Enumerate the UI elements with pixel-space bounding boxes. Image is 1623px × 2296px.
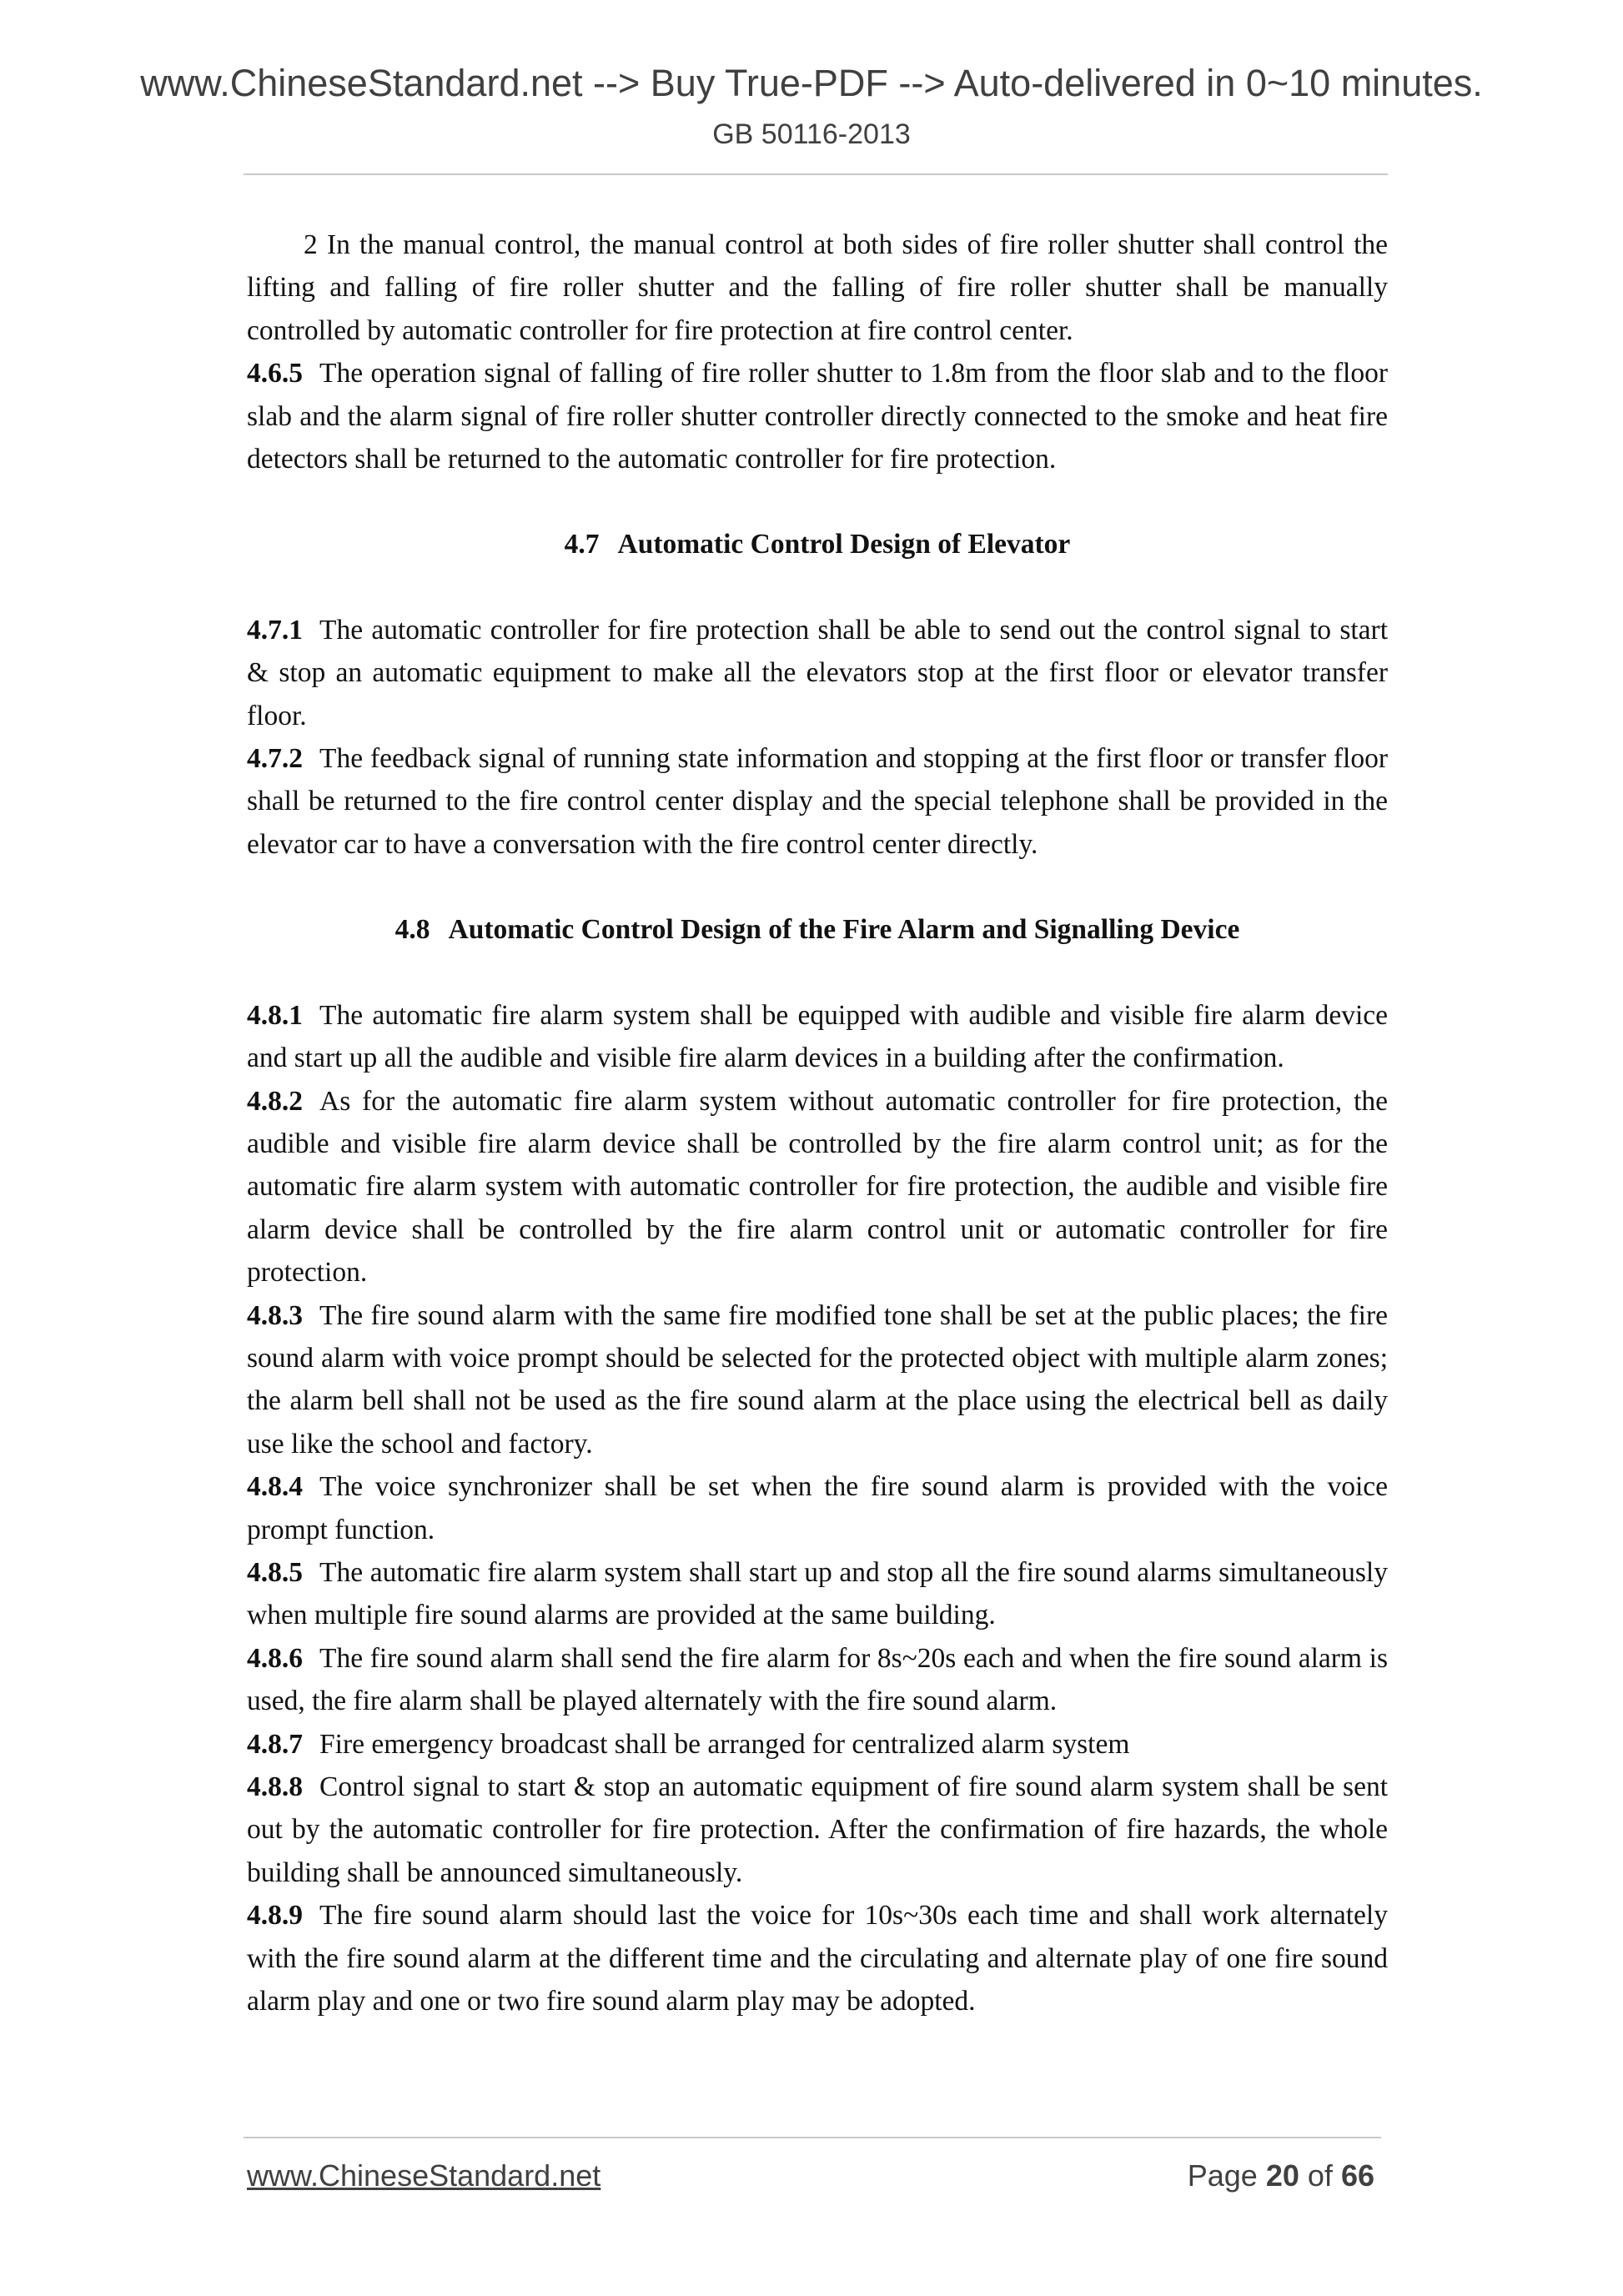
- clause-text: The automatic fire alarm system shall start up and stop all the fire sound alarms simultaneously when multiple fire sound alarms are provided at the same building.: [247, 1556, 1388, 1631]
- clause-text: Control signal to start & stop an automatic equipment of fire sound alarm system shall be sent out by the automatic controller for fire protection. After the confirmation of fire hazards, the whole building shall be announced simultaneously.: [247, 1771, 1388, 1888]
- clause-text: As for the automatic fire alarm system without automatic controller for fire protection, the audible and visible fire alarm device shall be controlled by the fire alarm control unit; as for the automatic fire alarm system with automatic controller for fire protection, the audible and visible fire alarm device shall be controlled by the fire alarm control unit or automatic controller for fire protection.: [247, 1085, 1388, 1289]
- clause-4-8-3: [247, 1294, 1388, 1466]
- clause-4-8-2: [247, 1080, 1388, 1294]
- clause-number: 4.6.5: [247, 358, 303, 389]
- clause-text: The operation signal of falling of fire roller shutter to 1.8m from the floor slab and to the floor slab and the alarm signal of fire roller shutter controller directly connected to the smoke and heat fire detectors shall be returned to the automatic controller for fire protection.: [247, 358, 1388, 475]
- standard-code: GB 50116-2013: [712, 118, 911, 150]
- clause-4-8-5: [247, 1551, 1388, 1637]
- clause-4-7-2: [247, 737, 1388, 866]
- clause-text: The automatic controller for fire protection shall be able to send out the control signal to start & stop an automatic equipment to make all the elevators stop at the first floor or elevator transfer floor.: [247, 614, 1388, 731]
- clause-text: Fire emergency broadcast shall be arranged for centralized alarm system: [319, 1728, 1130, 1760]
- clause-4-7-1: [247, 609, 1388, 737]
- footer-divider: [244, 2137, 1381, 2138]
- clause-number: 4.7.1: [247, 614, 303, 646]
- paragraph-manual-control: 2 In the manual control, the manual control at both sides of fire roller shutter shall control the lifting and falling of fire roller shutter and the falling of fire roller shutter shall be manually controlled by automatic controller for fire protection at fire control center.: [247, 229, 1388, 346]
- section-heading-4-7: [247, 523, 1388, 565]
- section-number: 4.8: [394, 914, 430, 946]
- header-divider: [244, 173, 1388, 175]
- header-banner: www.ChineseStandard.net --> Buy True-PDF --> Auto-delivered in 0~10 minutes.: [140, 62, 1483, 104]
- clause-text: The voice synchronizer shall be set when the fire sound alarm is provided with the voice prompt function.: [247, 1471, 1388, 1545]
- clause-4-8-7: [247, 1723, 1388, 1766]
- footer-site-link[interactable]: www.ChineseStandard.net: [247, 2158, 601, 2193]
- clause-4-8-4: [247, 1465, 1388, 1551]
- clause-4-8-1: [247, 994, 1388, 1080]
- page-of-label: of: [1307, 2158, 1333, 2193]
- clause-text: The fire sound alarm with the same fire modified tone shall be set at the public places; the fire sound alarm with voice prompt should be selected for the protected object with multiple alarm zones; the alarm bell shall not be used as the fire sound alarm at the place using the electrical bell as daily use like the school and factory.: [247, 1299, 1388, 1459]
- section-heading-4-8: [247, 908, 1388, 951]
- clause-number: 4.8.7: [247, 1728, 303, 1760]
- page-current: 20: [1265, 2158, 1299, 2193]
- clause-text: The fire sound alarm should last the voice for 10s~30s each time and shall work alternately with the fire sound alarm at the different time and the circulating and alternate play of one fire sound alarm play and one or two fire sound alarm play may be adopted.: [247, 1900, 1388, 2017]
- clause-number: 4.8.5: [247, 1556, 303, 1588]
- page-indicator: [1188, 2158, 1374, 2193]
- document-body: [247, 224, 1388, 2022]
- clause-4-6-5: [247, 352, 1388, 480]
- clause-text: The fire sound alarm shall send the fire alarm for 8s~20s each and when the fire sound alarm is used, the fire alarm shall be played alternately with the fire sound alarm.: [247, 1642, 1388, 1717]
- clause-4-8-9: [247, 1894, 1388, 2022]
- section-title-text: Automatic Control Design of the Fire Alarm and Signalling Device: [448, 914, 1240, 946]
- clause-text: The feedback signal of running state information and stopping at the first floor or transfer floor shall be returned to the fire control center display and the special telephone shall be provided in the elevator car to have a conversation with the fire control center directly.: [247, 743, 1388, 860]
- clause-number: 4.8.3: [247, 1299, 303, 1331]
- page-total: 66: [1340, 2158, 1374, 2193]
- section-number: 4.7: [564, 529, 600, 560]
- clause-number: 4.8.4: [247, 1471, 303, 1503]
- clause-number: 4.8.8: [247, 1771, 303, 1802]
- clause-number: 4.7.2: [247, 743, 303, 775]
- clause-number: 4.8.1: [247, 999, 303, 1031]
- clause-text: The automatic fire alarm system shall be equipped with audible and visible fire alarm device and start up all the audible and visible fire alarm devices in a building after the confirmation.: [247, 999, 1388, 1074]
- clause-number: 4.8.2: [247, 1085, 303, 1117]
- clause-4-8-8: [247, 1766, 1388, 1894]
- section-title-text: Automatic Control Design of Elevator: [617, 529, 1071, 560]
- clause-number: 4.8.9: [247, 1900, 303, 1932]
- page-label: Page: [1187, 2158, 1258, 2193]
- clause-4-8-6: [247, 1637, 1388, 1723]
- clause-number: 4.8.6: [247, 1642, 303, 1674]
